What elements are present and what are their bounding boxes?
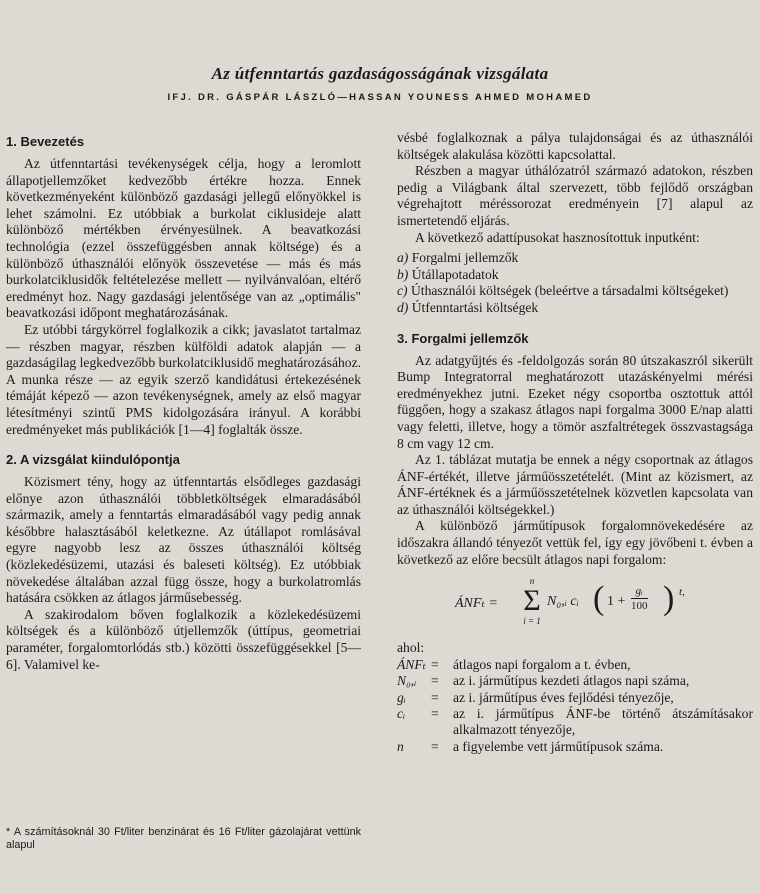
formula-fraction: $\frac{\text{gᵢ}}{100}$ bbox=[631, 585, 648, 613]
formula-one: 1 + bbox=[607, 594, 626, 610]
definition-row: ÁNFₜ = átlagos napi forgalom a t. évben, bbox=[397, 656, 631, 672]
defs-intro: ahol: bbox=[397, 640, 425, 656]
section-1-paragraph-1: Az útfenntartási tevékenységek célja, hogy a leromlott állapotjellemzőket kedvezőbb értékre hozza. Ennek következményeként különböző gazdasági jellegű előnyökkel is lehet számolni. Ez utóbbiak a burkolat ciklusideje alatt különböző mértékben érvényesülnek. A beavatkozási technológia (ezzel összefüggésben annak költsége) és a különböző úthasználói előnyök összevetése — más és más burkolatciklusidők feltételezése mellett — nyilvánvalóan, eltérő eredményt hoz. Nagy gazdasági jelentősége van az „optimális" beavatkozási időpont meghatározásának. bbox=[6, 156, 361, 321]
section-1-heading: 1. Bevezetés bbox=[6, 134, 85, 149]
paragraph-input-intro: A következő adattípusokat hasznosítottuk inputként: bbox=[415, 229, 700, 245]
definition-row: gᵢ = az i. járműtípus éves fejlődési tényezője, bbox=[397, 689, 674, 705]
paragraph-data-sources: Részben a magyar úthálózatról származó adatokon, részben pedig a Világbank által szervezett, több fejlődő országban végrehajtott méréssorozat eredményein [7] alapul az ismertetendő eljárás. bbox=[397, 163, 753, 228]
section-3-paragraph-2: Az 1. táblázat mutatja be ennek a négy csoportnak az átlagos ÁNF-értékét, illetve járműösszetételét. (Mint az közismert, az ÁNF-értéknek és a járműösszetételnek közvetlen kapcsolata van az úthasználói költségekkel.) bbox=[397, 452, 753, 517]
continued-paragraph: vésbé foglalkoznak a pálya tulajdonságai és az úthasználói költségek alakulása közötti kapcsolattal. bbox=[397, 130, 753, 162]
definition-row: N₀,ᵢ = az i. járműtípus kezdeti átlagos napi száma, bbox=[397, 673, 690, 689]
article-title: Az útfenntartás gazdaságosságának vizsgálata bbox=[211, 64, 549, 83]
input-type-list bbox=[397, 250, 753, 316]
definition-row: n = a figyelembe vett járműtípusok száma. bbox=[397, 738, 664, 754]
section-2-paragraph-2: A szakirodalom bőven foglalkozik a közlekedésüzemi költségek és a különböző útjellemzők (úttípus, geometriai paraméter, forgalomtorlódás stb.) közötti összefüggésekkel [5—6]. Valamivel ke- bbox=[6, 606, 361, 672]
list-item: b) Útállapotadatok bbox=[397, 266, 499, 282]
section-3-heading: 3. Forgalmi jellemzők bbox=[397, 330, 529, 346]
list-item: d) Útfenntartási költségek bbox=[397, 299, 539, 315]
footnote: * A számításoknál 30 Ft/liter benzinárat és 16 Ft/liter gázolajárat vettünk alapul bbox=[6, 826, 361, 851]
section-2-paragraph-1: Közismert tény, hogy az útfenntartás elsődleges gazdasági előnye azon úthasználói többletköltségek elmaradásából származik, amely a fenntartás elmaradásából vagy pedig annak későbbre halasztásából keletkezne. Az útállapot romlásával egyre nagyobb lesz az összes úthasználói költség (közlekedésüzemi, utazási és baleseti költség). Ez utóbbiak növekedése általában azzal függ össze, hogy a burkolatromlás hatására csökken az átlagos járműsebesség. bbox=[6, 474, 361, 606]
list-item: c) Úthasználói költségek (beleértve a társadalmi költségeket) bbox=[397, 283, 729, 299]
definitions-table bbox=[397, 657, 753, 755]
formula-exponent: t, bbox=[679, 586, 685, 599]
definition-row: cᵢ = az i. járműtípus ÁNF-be történő átszámításakor alkalmazott tényezője, bbox=[397, 706, 753, 738]
section-1-paragraph-2: Ez utóbbi tárgykörrel foglalkozik a cikk; javaslatot tartalmaz — részben magyar, részben külföldi adatok alapján — a gazdaságilag legkedvezőbb burkolatciklusidő meghatározásához. A munka része — az egyik szerző kandidátusi értekezésének témáját képező — azon tevékenységnek, amely az első magyar létesítményi szintű PMS kidolgozására irányul. A korábbi eredményeket más publikációk [1—4] foglalták össze. bbox=[6, 321, 361, 437]
sum-symbol: n Σ i = 1 bbox=[523, 576, 541, 627]
section-2-heading: 2. A vizsgálat kiindulópontja bbox=[6, 452, 180, 468]
list-item: a) Forgalmi jellemzők bbox=[397, 250, 519, 266]
left-column bbox=[6, 134, 361, 673]
formula-lhs: ÁNFₜ = bbox=[455, 596, 498, 612]
article-authors: IFJ. DR. GÁSPÁR LÁSZLÓ—HASSAN YOUNESS AHMED MOHAMED bbox=[167, 92, 593, 103]
section-3-paragraph-1: Az adatgyűjtés és -feldolgozás során 80 útszakaszról sikerült Bump Integratorral meghatározott utazáskényelmi mérési eredményekhez jutni. Ezeket négy csoportba osztottuk attól függően, hogy a szakasz átlagos napi forgalma 3000 E/nap alatti vagy feletti, illetve, hogy a tömör aszfaltrétegek összvastagsága 8 cm vagy 12 cm. bbox=[397, 352, 753, 451]
section-3-paragraph-3: A különböző járműtípusok forgalomnövekedésére az időszakra állandó tényezőt vettük fel, így egy jövőbeni t. évben a következő az előre becsült átlagos napi forgalom: bbox=[397, 518, 753, 567]
formula-definitions bbox=[397, 640, 753, 755]
right-column bbox=[397, 130, 753, 755]
formula-term: N₀,ᵢ cᵢ bbox=[547, 594, 579, 610]
anf-formula: ÁNFₜ = n Σ i = 1 N₀,ᵢ cᵢ ( 1 + $\frac{\text{gᵢ}}{100}$ ) t, bbox=[455, 576, 685, 627]
